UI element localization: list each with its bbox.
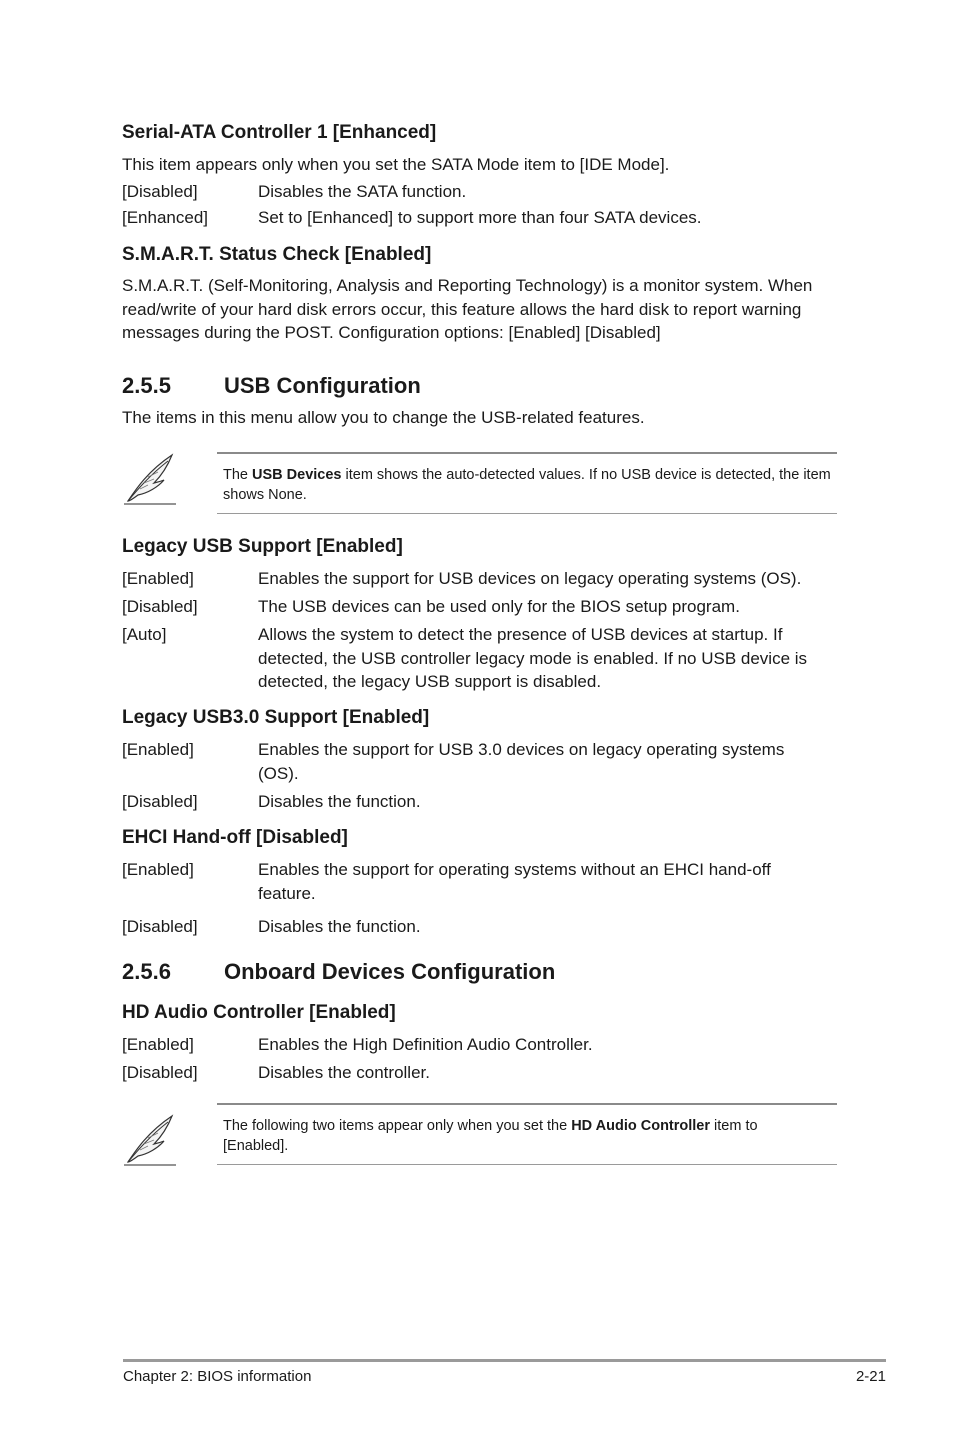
note-text: The USB Devices item shows the auto-detected values. If no USB device is detected, the item shows None.	[223, 467, 831, 503]
footer-chapter: Chapter 2: BIOS information	[123, 1368, 312, 1385]
section-title: Onboard Devices Configuration	[224, 959, 556, 984]
section-title: USB Configuration	[224, 373, 421, 398]
section-heading-onboard	[122, 959, 555, 985]
note-top-rule	[217, 452, 837, 454]
hdaudio-option-label: [Enabled]	[122, 1035, 194, 1054]
sata-heading: Serial-ATA Controller 1 [Enhanced]	[122, 122, 437, 143]
ehci-option-desc: Disables the function.	[258, 917, 421, 936]
ehci-option-label: [Enabled]	[122, 860, 194, 879]
footer-page-number: 2-21	[855, 1368, 886, 1385]
sata-option-desc: Disables the SATA function.	[258, 182, 467, 201]
legacy-usb3-heading: Legacy USB3.0 Support [Enabled]	[122, 707, 430, 728]
legacy3-option-label: [Disabled]	[122, 792, 198, 811]
ehci-heading: EHCI Hand-off [Disabled]	[122, 827, 348, 848]
section-number: 2.5.6	[122, 959, 171, 984]
sata-option-label: [Enhanced]	[122, 208, 209, 227]
note-bold-term: USB Devices	[252, 467, 342, 483]
note-bottom-rule	[217, 1164, 837, 1165]
legacy3-option-desc: Enables the support for USB 3.0 devices on legacy operating systems (OS).	[258, 740, 785, 783]
note-bottom-rule	[217, 513, 837, 514]
usb-intro: The items in this menu allow you to change the USB-related features.	[122, 408, 645, 427]
legacy-option-label: [Enabled]	[122, 569, 194, 588]
ehci-option-label: [Disabled]	[122, 917, 198, 936]
legacy3-option-label: [Enabled]	[122, 740, 194, 759]
note-bold-term: HD Audio Controller	[571, 1118, 711, 1134]
smart-body: S.M.A.R.T. (Self-Monitoring, Analysis and Reporting Technology) is a monitor system. When read/write of your hard disk errors occur, this feature allows the hard disk to report warning messages during the POST. Configuration options: [Enabled] [Disabled]	[122, 276, 813, 342]
legacy-option-label: [Disabled]	[122, 597, 198, 616]
hdaudio-option-desc: Disables the controller.	[258, 1063, 430, 1082]
section-heading-usb	[122, 373, 421, 399]
legacy-option-desc: Allows the system to detect the presence of USB devices at startup. If detected, the USB controller legacy mode is enabled. If no USB device is detected, the legacy USB support is disabled.	[258, 625, 808, 691]
footer-rule	[123, 1359, 886, 1362]
sata-intro: This item appears only when you set the SATA Mode item to [IDE Mode].	[122, 155, 670, 174]
hdaudio-option-desc: Enables the High Definition Audio Controller.	[258, 1035, 593, 1054]
hdaudio-option-label: [Disabled]	[122, 1063, 198, 1082]
sata-option-label: [Disabled]	[122, 182, 198, 201]
note-text: The following two items appear only when you set the HD Audio Controller item to [Enabled].	[223, 1118, 758, 1154]
smart-heading: S.M.A.R.T. Status Check [Enabled]	[122, 244, 432, 265]
ehci-option-desc: Enables the support for operating systems without an EHCI hand-off feature.	[258, 860, 771, 903]
legacy-option-desc: Enables the support for USB devices on legacy operating systems (OS).	[258, 569, 802, 588]
legacy-option-desc: The USB devices can be used only for the BIOS setup program.	[258, 597, 740, 616]
legacy3-option-desc: Disables the function.	[258, 792, 421, 811]
feather-pen-icon	[118, 451, 180, 507]
legacy-usb-heading: Legacy USB Support [Enabled]	[122, 536, 403, 557]
section-number: 2.5.5	[122, 373, 171, 398]
sata-option-desc: Set to [Enhanced] to support more than four SATA devices.	[258, 208, 702, 227]
legacy-option-label: [Auto]	[122, 625, 167, 644]
hd-audio-heading: HD Audio Controller [Enabled]	[122, 1002, 396, 1023]
feather-pen-icon	[118, 1112, 180, 1168]
note-top-rule	[217, 1103, 837, 1105]
